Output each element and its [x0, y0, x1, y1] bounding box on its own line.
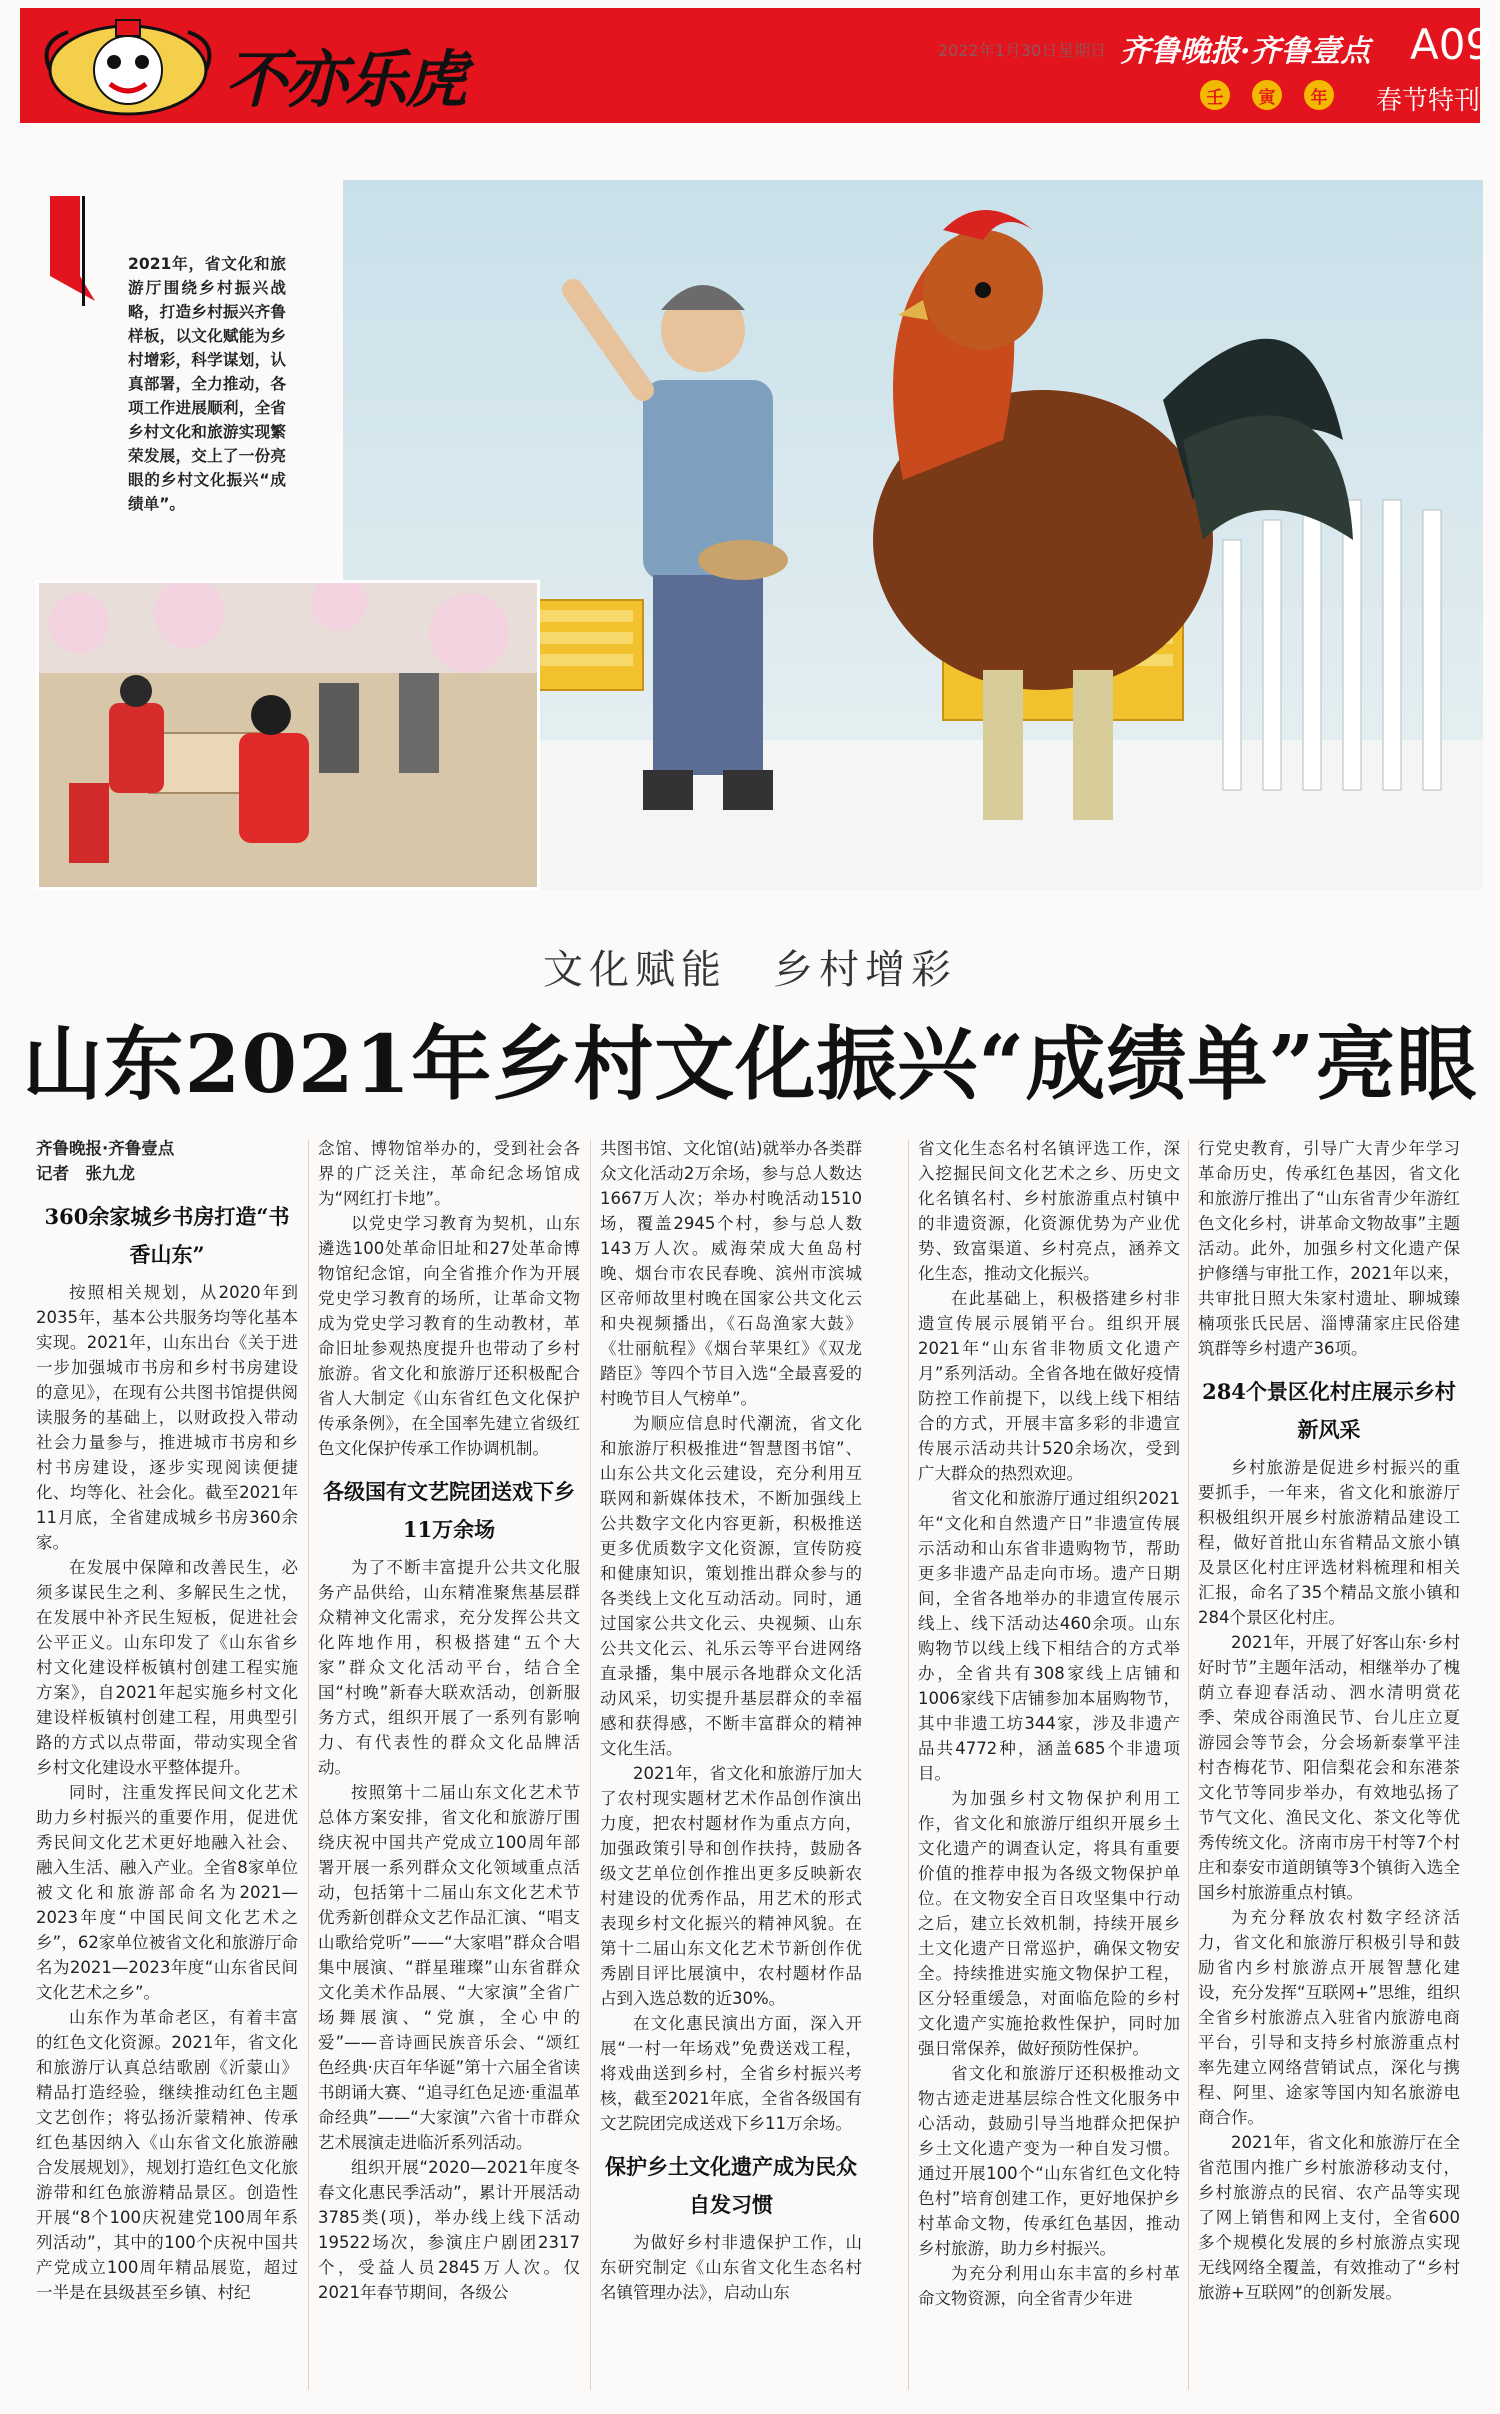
column-divider — [590, 1140, 591, 2390]
body-paragraph: 在此基础上，积极搭建乡村非遗宣传展示展销平台。组织开展2021年“山东省非物质文化遗产月”系列活动。全省各地在做好疫情防控工作前提下，以线上线下相结合的方式，开展丰富多彩的非遗宣传展示活动共计520余场次，受到广大群众的热烈欢迎。 — [918, 1289, 1180, 1483]
body-paragraph: 按照相关规划，从2020年到2035年，基本公共服务均等化基本实现。2021年，山东出台《关于进一步加强城市书房和乡村书房建设的意见》，在现有公共图书馆提供阅读服务的基础上，以财政投入带动社会力量参与，推进城市书房和乡村书房建设，逐步实现阅读便捷化、均等化、社会化。截至2021年11月底，全省建成城乡书房360余家。 — [36, 1283, 298, 1552]
main-headline: 山东2021年乡村文化振兴“成绩单”亮眼 — [22, 1017, 1478, 1111]
body-paragraph: 以党史学习教育为契机，山东遴选100处革命旧址和27处革命博物馆纪念馆，向全省推介作为开展党史学习教育的场所，让革命文物成为党史学习教育的生动教材，革命旧址参观热度提升也带动了乡村旅游。省文化和旅游厅还积极配合省人大制定《山东省红色文化保护传承条例》，在全国率先建立省级红色文化保护传承工作协调机制。 — [318, 1214, 580, 1458]
body-paragraph: 省文化和旅游厅还积极推动文物古迹走进基层综合性文化服务中心活动，鼓励引导当地群众把保护乡土文化遗产变为一种自发习惯。通过开展100个“山东省红色文化特色村”培育创建工作，更好地保护乡村革命文物，传承红色基因，推动乡村旅游，助力乡村振兴。 — [918, 2064, 1180, 2258]
byline-source: 齐鲁晚报·齐鲁壹点 — [36, 1139, 175, 1158]
section-title: 各级国有文艺院团送戏下乡11万余场 — [323, 1479, 575, 1542]
section-title: 284个景区化村庄展示乡村新风采 — [1202, 1379, 1456, 1442]
body-paragraph: 同时，注重发挥民间文化艺术助力乡村振兴的重要作用，促进优秀民间文化艺术更好地融入社会、融入生活、融入产业。全省8家单位被文化和旅游部命名为2021—2023年度“中国民间文化艺术之乡”，62家单位被省文化和旅游厅命名为2021—2023年度“山东省民间文化艺术之乡”。 — [36, 1783, 298, 2002]
byline-reporter: 记者 张九龙 — [36, 1164, 135, 1183]
red-flag-icon — [50, 196, 110, 306]
body-paragraph: 为做好乡村非遗保护工作，山东研究制定《山东省文化生态名村名镇管理办法》，启动山东 — [600, 2233, 862, 2302]
body-paragraph: 在文化惠民演出方面，深入开展“一村一年场戏”免费送戏工程，将戏曲送到乡村，全省乡村振兴考核，截至2021年底，全省各级国有文艺院团完成送戏下乡11万余场。 — [600, 2014, 862, 2133]
article-column-5 — [1198, 1136, 1460, 2305]
article-column-3 — [600, 1136, 862, 2305]
body-paragraph: 为加强乡村文物保护利用工作，省文化和旅游厅组织开展乡土文化遗产的调查认定，将具有重要价值的推荐申报为各级文物保护单位。在文物安全百日攻坚集中行动之后，建立长效机制，持续开展乡土文化遗产日常巡护，确保文物安全。持续推进实施文物保护工程，区分轻重缓急，对面临危险的乡村文化遗产实施抢救性保护，同时加强日常保养，做好预防性保护。 — [918, 1789, 1180, 2058]
page-number: A09 — [1410, 20, 1493, 69]
article-column-1 — [36, 1136, 298, 2305]
sub-headline: 文化赋能 乡村增彩 — [543, 947, 957, 993]
body-paragraph: 为顺应信息时代潮流，省文化和旅游厅积极推进“智慧图书馆”、山东公共文化云建设，充分利用互联网和新媒体技术，不断加强线上公共数字文化内容更新，积极推送更多优质数字文化资源，宣传防疫和健康知识，策划推出群众参与的各类线上文化互动活动。同时，通过国家公共文化云、央视频、山东公共文化云、礼乐云等平台进网络直录播，集中展示各地群众文化活动风采，切实提升基层群众的幸福感和获得感，不断丰富群众的精神文化生活。 — [600, 1414, 862, 1758]
page-header — [20, 8, 1493, 123]
children-chess-photo — [36, 580, 540, 890]
section-title: 保护乡土文化遗产成为民众自发习惯 — [605, 2154, 857, 2217]
body-paragraph: 省文化生态名村名镇评选工作，深入挖掘民间文化艺术之乡、历史文化名镇名村、乡村旅游重点村镇中的非遗资源，化资源优势为产业优势、致富渠道、乡村亮点，涵养文化生态，推动文化振兴。 — [918, 1139, 1180, 1283]
body-paragraph: 组织开展“2020—2021年度冬春文化惠民季活动”，累计开展活动3785类(项)，举办线上线下活动19522场次，参演庄户剧团2317个，受益人员2845万人次。仅2021年春节期间，各级公 — [318, 2158, 580, 2302]
year-badge: 寅 — [1252, 80, 1282, 110]
year-badge: 壬 — [1200, 80, 1230, 110]
issue-date: 2022年1月30日 — [938, 41, 1058, 60]
body-paragraph: 为充分释放农村数字经济活力，省文化和旅游厅积极引导和鼓励省内乡村旅游点开展智慧化建设，充分发挥“互联网+”思维，组织全省乡村旅游点入驻省内旅游电商平台，引导和支持乡村旅游重点村率先建立网络营销试点，深化与携程、阿里、途家等国内知名旅游电商合作。 — [1198, 1908, 1460, 2127]
body-paragraph: 共图书馆、文化馆(站)就举办各类群众文化活动2万余场，参与总人数达1667万人次；举办村晚活动1510场，覆盖2945个村，参与总人数143万人次。威海荣成大鱼岛村晚、烟台市农民春晚、滨州市滨城区帝师故里村晚在国家公共文化云和央视频播出，《石岛渔家大鼓》《壮丽航程》《烟台苹果红》《双龙踏臣》等四个节目入选“全最喜爱的村晚节目人气榜单”。 — [600, 1139, 862, 1408]
body-paragraph: 山东作为革命老区，有着丰富的红色文化资源。2021年，省文化和旅游厅认真总结歌剧《沂蒙山》精品打造经验，继续推动红色主题文艺创作；将弘扬沂蒙精神、传承红色基因纳入《山东省文化旅游融合发展规划》，规划打造红色文化旅游带和红色旅游精品景区。创造性开展“8个100庆祝建党100周年系列活动”，其中的100个庆祝中国共产党成立100周年精品展览，超过一半是在县级甚至乡镇、村纪 — [36, 2008, 298, 2302]
issue-weekday: 星期日 — [1058, 41, 1107, 60]
paper-logo: 齐鲁晚报·齐鲁壹点 — [1120, 34, 1371, 69]
body-paragraph: 为了不断丰富提升公共文化服务产品供给，山东精准聚焦基层群众精神文化需求，充分发挥公共文化阵地作用，积极搭建“五个大家”群众文化活动平台，结合全国“村晚”新春大联欢活动，创新服务方式，组织开展了一系列有影响力、有代表性的群众文化品牌活动。 — [318, 1558, 580, 1777]
column-divider — [308, 1140, 309, 2390]
brush-title: 不亦乐虎 — [225, 43, 466, 116]
intro-paragraph: 2021年，省文化和旅游厅围绕乡村振兴战略，打造乡村振兴齐鲁样板，以文化赋能为乡村增彩，科学谋划，认真部署，全力推动，各项工作进展顺利，全省乡村文化和旅游实现繁荣发展，交上了一份亮眼的乡村文化振兴“成绩单”。 — [128, 255, 286, 513]
body-paragraph: 行党史教育，引导广大青少年学习革命历史，传承红色基因，省文化和旅游厅推出了“山东省青少年游红色文化乡村，讲革命文物故事”主题活动。此外，加强乡村文化遗产保护修缮与审批工作，2021年以来，共审批日照大朱家村遗址、聊城臻楠项张氏民居、淄博蒲家庄民俗建筑群等乡村遗产36项。 — [1198, 1139, 1460, 1358]
year-badges — [1200, 80, 1334, 110]
body-paragraph: 2021年，开展了好客山东·乡村好时节”主题年活动，相继举办了槐荫立春迎春活动、泗水清明赏花季、荣成谷雨渔民节、台儿庄立夏游园会等节会，分会场新泰掌平洼村杏梅花节、阳信梨花会和东港茶文化节等同步举办，有效地弘扬了节气文化、渔民文化、茶文化等优秀传统文化。济南市房干村等7个村庄和泰安市道朗镇等3个镇街入选全国乡村旅游重点村镇。 — [1198, 1633, 1460, 1902]
chess-photo-art — [39, 583, 537, 887]
article-column-4 — [918, 1136, 1180, 2311]
special-edition-label: 春节特刊 — [1376, 86, 1481, 116]
year-badge: 年 — [1304, 80, 1334, 110]
body-paragraph: 在发展中保障和改善民生，必须多谋民生之利、多解民生之忧，在发展中补齐民生短板，促进社会公平正义。山东印发了《山东省乡村文化建设样板镇村创建工程实施方案》，自2021年起实施乡村文化建设样板镇村创建工程，用典型引路的方式以点带面，带动实现全省乡村文化建设水平整体提升。 — [36, 1558, 298, 1777]
body-paragraph: 省文化和旅游厅通过组织2021年“文化和自然遗产日”非遗宣传展示活动和山东省非遗购物节，帮助更多非遗产品走向市场。遗产日期间，全省各地举办的非遗宣传展示线上、线下活动达460余项。山东购物节以线上线下相结合的方式举办，全省共有308家线上店铺和1006家线下店铺参加本届购物节，其中非遗工坊344家，涉及非遗产品共4772种，涵盖685个非遗项目。 — [918, 1489, 1180, 1783]
body-paragraph: 乡村旅游是促进乡村振兴的重要抓手，一年来，省文化和旅游厅积极组织开展乡村旅游精品建设工程，做好首批山东省精品文旅小镇及景区化村庄评选材料梳理和相关汇报，命名了35个精品文旅小镇和284个景区化村庄。 — [1198, 1458, 1460, 1627]
body-paragraph: 为充分利用山东丰富的乡村革命文物资源，向全省青少年进 — [918, 2264, 1180, 2308]
tiger-mascot-icon — [28, 12, 228, 120]
column-divider — [908, 1140, 909, 2390]
body-paragraph: 2021年，省文化和旅游厅在全省范围内推广乡村旅游移动支付，乡村旅游点的民宿、农产品等实现了网上销售和网上支付，全省600多个规模化发展的乡村旅游点实现无线网络全覆盖，有效推动了“乡村旅游+互联网”的创新发展。 — [1198, 2133, 1460, 2302]
section-title: 360余家城乡书房打造“书香山东” — [44, 1204, 290, 1267]
article-column-2 — [318, 1136, 580, 2305]
body-paragraph: 念馆、博物馆举办的，受到社会各界的广泛关注，革命纪念场馆成为“网红打卡地”。 — [318, 1139, 580, 1208]
column-divider — [1188, 1140, 1189, 2390]
body-paragraph: 2021年，省文化和旅游厅加大了农村现实题材艺术作品创作演出力度，把农村题材作为重点方向，加强政策引导和创作扶持，鼓励各级文艺单位创作推出更多反映新农村建设的优秀作品，用艺术的形式表现乡村文化振兴的精神风貌。在第十二届山东文化艺术节新创作优秀剧目评比展演中，农村题材作品占到入选总数的近30%。 — [600, 1764, 862, 2008]
body-paragraph: 按照第十二届山东文化艺术节总体方案安排，省文化和旅游厅围绕庆祝中国共产党成立100周年部署开展一系列群众文化领域重点活动，包括第十二届山东文化艺术节优秀新创群众文艺作品汇演、“唱支山歌给党听”——“大家唱”群众合唱集中展演、“群星璀璨”山东省群众文化美术作品展、“大家演”全省广场舞展演、“党旗，全心中的爱”——音诗画民族音乐会、“颂红色经典·庆百年华诞”第十六届全省读书朗诵大赛、“追寻红色足迹·重温革命经典”——“大家演”六省十市群众艺术展演走进临沂系列活动。 — [318, 1783, 580, 2152]
